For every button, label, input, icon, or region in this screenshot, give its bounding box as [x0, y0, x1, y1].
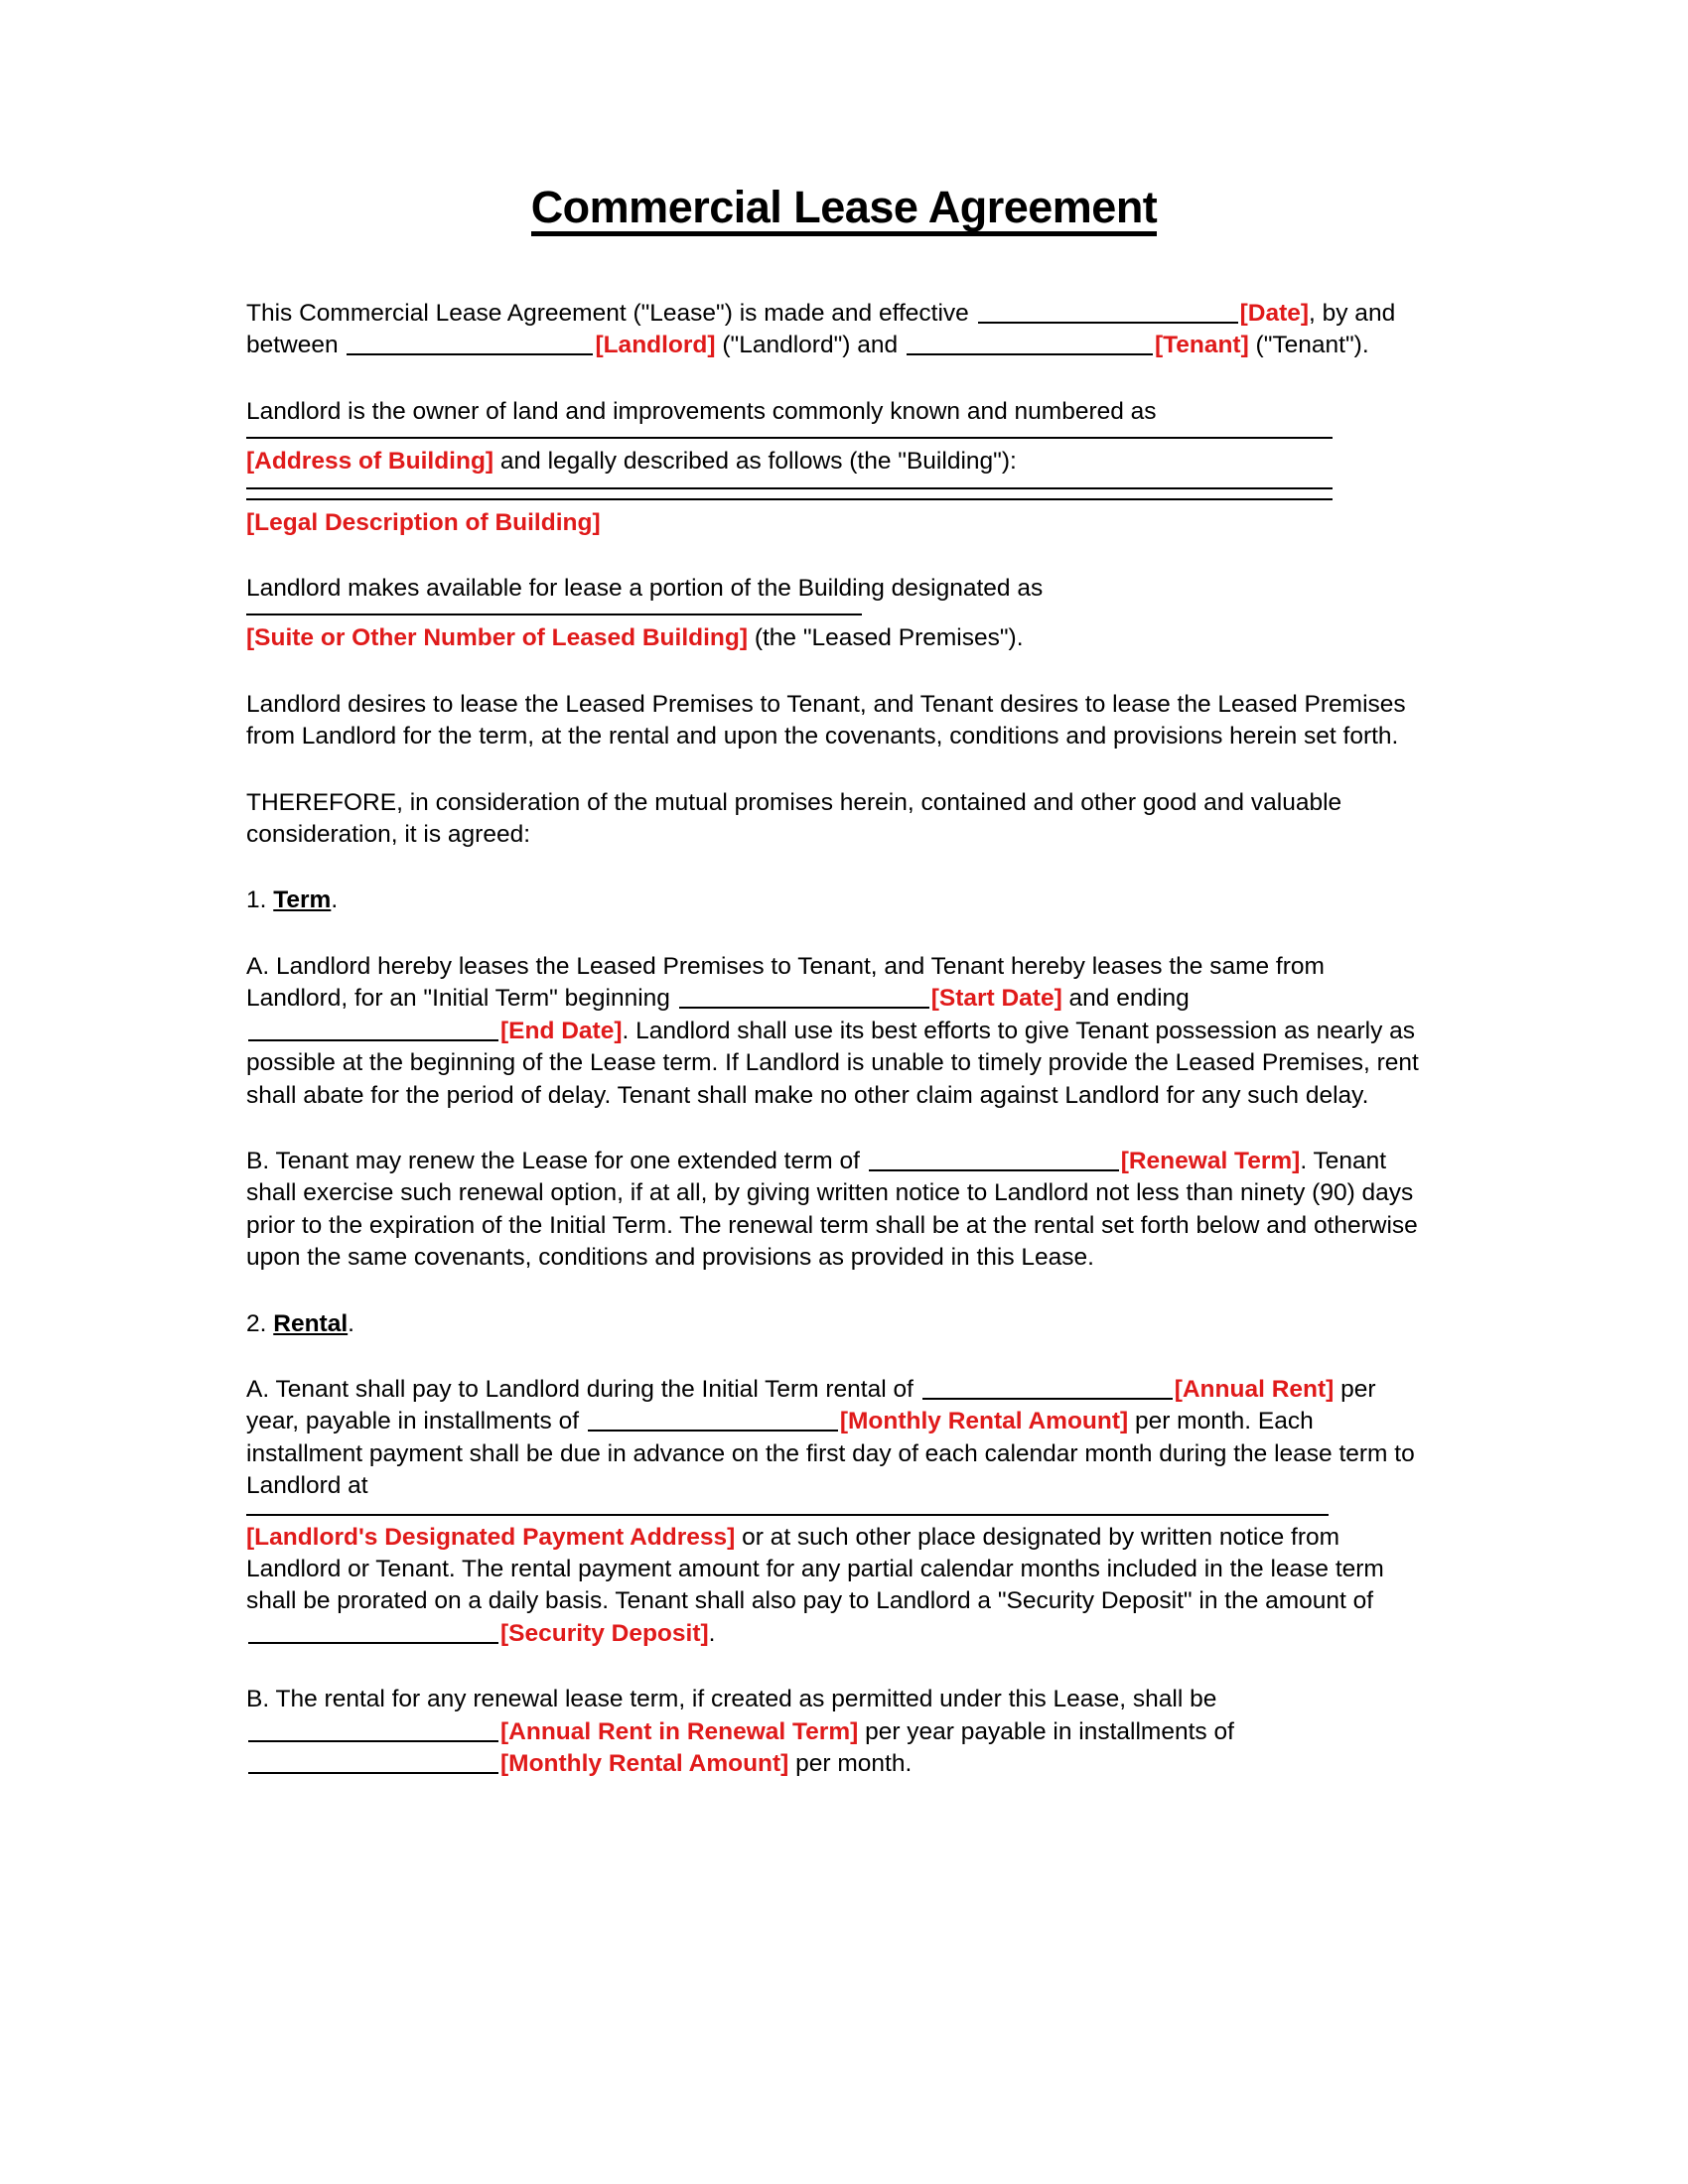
blank-line-payment-address[interactable]	[246, 1514, 1329, 1516]
rental-a-text-4: or at such other place designated by written notice from Landlord or Tenant. The rental payment amount for any partial calendar months included in the lease term shall be prorated on a daily basis. Tenant shall also pay to Landlord a "Security Deposit" in the amount of	[246, 1523, 1384, 1615]
placeholder-end-date: [End Date]	[500, 1017, 623, 1044]
term-b-text-2: . Tenant shall exercise such renewal option, if at all, by giving written notice to Landlord not less than ninety (90) days prior to the expiration of the Initial Term. The renewal term shall be at the rental set forth below and otherwise upon the same covenants, conditions and provisions as provided in this Lease.	[246, 1147, 1418, 1272]
placeholder-suite-number: [Suite or Other Number of Leased Building]	[246, 624, 749, 652]
placeholder-renewal-term: [Renewal Term]	[1120, 1147, 1301, 1174]
rental-a-text-5: .	[708, 1619, 716, 1647]
blank-line-date[interactable]	[978, 301, 1238, 324]
blank-line-building-address[interactable]	[246, 437, 1333, 439]
intro-text-1: This Commercial Lease Agreement ("Lease") is made and effective	[246, 300, 976, 327]
rental-a-text-2: per year, payable in installments of	[246, 1375, 1376, 1435]
term-a-text-1: A. Landlord hereby leases the Leased Premises to Tenant, and Tenant hereby leases the same from Landlord, for an "Initial Term" beginning	[246, 952, 1325, 1013]
blank-line-end-date[interactable]	[248, 1019, 498, 1041]
blank-line-legal-description-1[interactable]	[246, 487, 1333, 489]
blank-line-security-deposit[interactable]	[248, 1621, 498, 1644]
placeholder-legal-description: [Legal Description of Building]	[246, 508, 601, 536]
intro-text-2: , by and between	[246, 300, 1396, 359]
blank-line-renewal-annual-rent[interactable]	[248, 1719, 498, 1742]
paragraph-rental-b	[246, 1684, 1420, 1780]
section-1-number: 1.	[246, 887, 274, 914]
blank-line-renewal-monthly-rent[interactable]	[248, 1751, 498, 1774]
paragraph-leased-premises	[246, 573, 1420, 655]
term-b-text-1: B. Tenant may renew the Lease for one extended term of	[246, 1147, 867, 1174]
placeholder-tenant: [Tenant]	[1154, 332, 1249, 359]
placeholder-start-date: [Start Date]	[930, 985, 1062, 1013]
premises-text-2: (the "Leased Premises").	[748, 624, 1024, 652]
placeholder-address-of-building: [Address of Building]	[246, 448, 494, 476]
intro-text-4: ("Tenant").	[1248, 332, 1369, 359]
paragraph-intro	[246, 298, 1420, 362]
blank-line-annual-rent[interactable]	[922, 1377, 1173, 1400]
premises-text-1: Landlord makes available for lease a portion of the Building designated as	[246, 575, 1044, 603]
placeholder-security-deposit: [Security Deposit]	[500, 1619, 709, 1647]
paragraph-therefore: THEREFORE, in consideration of the mutual promises herein, contained and other good and valuable consideration, it is agreed:	[246, 788, 1342, 849]
rental-a-text-1: A. Tenant shall pay to Landlord during the Initial Term rental of	[246, 1375, 920, 1403]
rental-a-text-3: per month. Each installment payment shall be due in advance on the first day of each calendar month during the lease term to Landlord at	[246, 1408, 1415, 1500]
placeholder-payment-address: [Landlord's Designated Payment Address]	[246, 1523, 736, 1551]
placeholder-annual-rent: [Annual Rent]	[1174, 1375, 1335, 1403]
blank-line-legal-description-2[interactable]	[246, 498, 1333, 500]
section-2-name: Rental	[273, 1309, 349, 1337]
blank-line-renewal-term[interactable]	[869, 1149, 1119, 1171]
placeholder-date: [Date]	[1239, 300, 1310, 327]
placeholder-monthly-rental-amount: [Monthly Rental Amount]	[839, 1408, 1129, 1435]
section-2-number: 2.	[246, 1309, 274, 1337]
blank-line-landlord[interactable]	[347, 333, 593, 355]
section-1-period: .	[331, 887, 339, 914]
document-body	[246, 298, 1420, 1814]
building-text-2: and legally described as follows (the "Building"):	[493, 448, 1017, 476]
blank-line-suite-number[interactable]	[246, 614, 862, 615]
rental-b-text-3: per month.	[788, 1750, 913, 1777]
paragraph-rental-a	[246, 1374, 1420, 1650]
placeholder-renewal-monthly-rent: [Monthly Rental Amount]	[500, 1750, 789, 1777]
paragraph-desires: Landlord desires to lease the Leased Premises to Tenant, and Tenant desires to lease the Leased Premises from Landlord for the term, at the rental and upon the covenants, conditions and provisions herein set forth.	[246, 690, 1406, 751]
section-heading-rental	[246, 1308, 1420, 1340]
rental-b-text-2: per year payable in installments of	[858, 1717, 1234, 1745]
blank-line-tenant[interactable]	[907, 333, 1153, 355]
section-heading-term	[246, 885, 1420, 916]
paragraph-term-b	[246, 1146, 1420, 1275]
rental-b-text-1: B. The rental for any renewal lease term, if created as permitted under this Lease, shall be	[246, 1686, 1217, 1713]
term-a-text-3: . Landlord shall use its best efforts to give Tenant possession as nearly as possible at the beginning of the Lease term. If Landlord is unable to timely provide the Leased Premises, rent shall abate for the period of delay. Tenant shall make no other claim against Landlord for any such delay.	[246, 1017, 1419, 1109]
intro-text-3: ("Landlord") and	[715, 332, 905, 359]
blank-line-monthly-rent[interactable]	[588, 1409, 838, 1432]
building-text-1: Landlord is the owner of land and improvements commonly known and numbered as	[246, 397, 1157, 425]
page-title	[0, 0, 1688, 236]
section-1-name: Term	[273, 887, 332, 914]
placeholder-landlord: [Landlord]	[595, 332, 716, 359]
term-a-text-2: and ending	[1061, 985, 1190, 1013]
blank-line-start-date[interactable]	[679, 986, 929, 1009]
paragraph-building	[246, 396, 1420, 539]
paragraph-term-a	[246, 951, 1420, 1112]
page-title-text: Commercial Lease Agreement	[531, 185, 1158, 236]
section-2-period: .	[348, 1309, 354, 1337]
placeholder-renewal-annual-rent: [Annual Rent in Renewal Term]	[500, 1717, 859, 1745]
